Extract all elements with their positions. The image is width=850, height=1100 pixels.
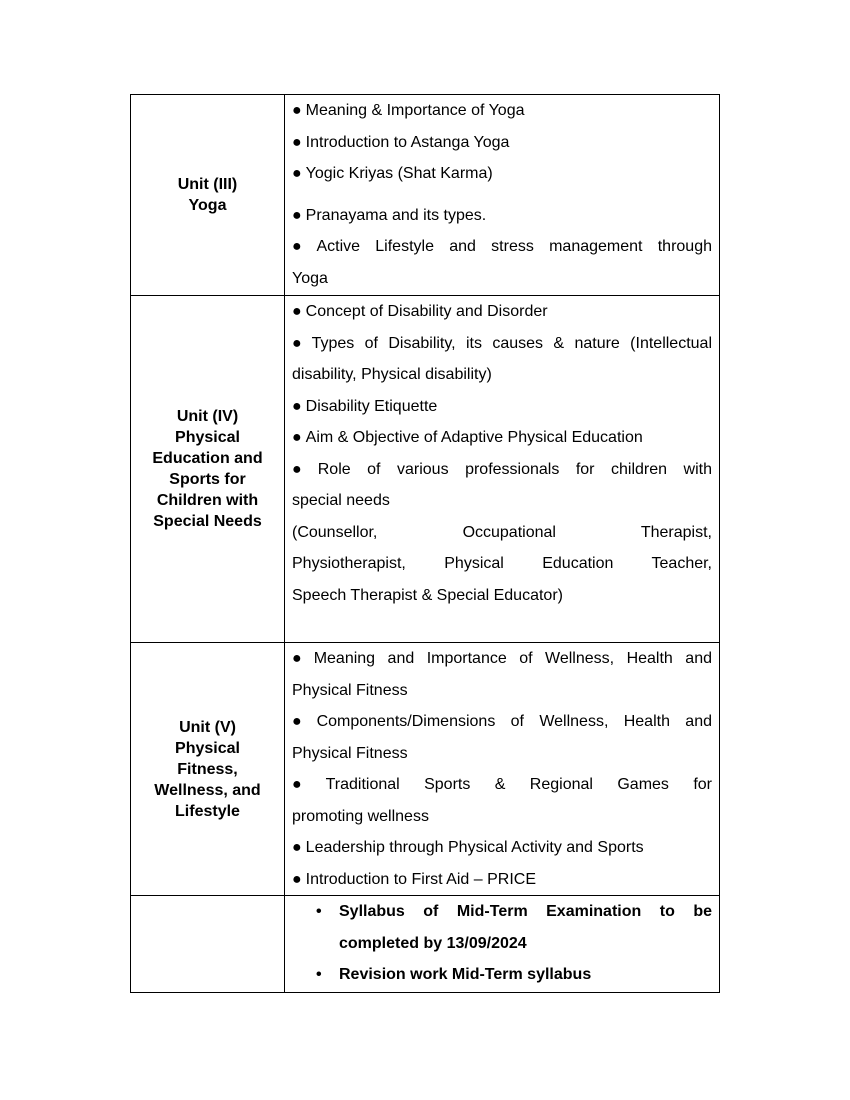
table-row-unit-5 [131, 643, 720, 896]
topic-continuation: Physical Fitness [292, 744, 408, 762]
topic-continuation: Physiotherapist, Physical Education Teacher, [292, 555, 712, 572]
topic-continuation: special needs [292, 492, 390, 509]
topic-item: ● Concept of Disability and Disorder [292, 303, 548, 320]
bullet-icon: ● [292, 133, 302, 151]
empty-cell [131, 896, 285, 993]
list-item-line: Syllabus of Mid-Term Examination to be [339, 903, 712, 920]
topic-item: ● Role of various professionals for children with [292, 460, 712, 478]
topic-item: ● Introduction to Astanga Yoga [292, 133, 510, 151]
topic-continuation: promoting wellness [292, 807, 429, 825]
topic-item: ● Leadership through Physical Activity and Sports [292, 839, 644, 856]
midterm-cell [285, 896, 720, 993]
topics-cell [285, 643, 720, 896]
unit-title-line: Unit (V) [179, 718, 236, 736]
bullet-icon: ● [292, 238, 313, 255]
topic-continuation: (Counsellor, Occupational Therapist, [292, 523, 712, 541]
bullet-icon: ● [292, 429, 302, 446]
topic-item: ● Meaning & Importance of Yoga [292, 102, 525, 119]
topic-item: ● Aim & Objective of Adaptive Physical Education [292, 429, 643, 446]
bullet-icon: ● [292, 165, 302, 182]
bullet-icon: ● [292, 650, 310, 667]
topics-cell [285, 296, 720, 643]
bullet-icon: ● [292, 870, 302, 888]
topic-continuation: Yoga [292, 269, 328, 287]
bullet-icon: • [316, 903, 322, 920]
topic-item: ● Disability Etiquette [292, 397, 438, 415]
table-row-midterm [131, 896, 720, 993]
unit-title-line: Lifestyle [175, 802, 240, 820]
list-item-line: completed by 13/09/2024 [339, 934, 527, 952]
topic-continuation: Speech Therapist & Special Educator) [292, 586, 563, 604]
list-item [316, 896, 712, 959]
unit-title-line: Yoga [188, 197, 227, 214]
unit-title-line: Unit (III) [177, 176, 238, 193]
topics-cell [285, 95, 720, 296]
unit-title-line: Wellness, and [154, 781, 261, 799]
topic-item: ● Components/Dimensions of Wellness, Health and [292, 713, 712, 730]
table-row-unit-3 [131, 95, 720, 296]
topic-item: ● Types of Disability, its causes & nature (Intellectual [292, 334, 712, 352]
topic-continuation: Physical Fitness [292, 681, 408, 699]
unit-title-line: Physical [175, 429, 240, 446]
bullet-icon: ● [292, 460, 314, 478]
list-item-line: Revision work Mid-Term syllabus [339, 966, 592, 983]
topic-item: ● Active Lifestyle and stress management through [292, 238, 712, 255]
bullet-icon: ● [292, 397, 302, 415]
topic-item: ● Introduction to First Aid – PRICE [292, 870, 536, 888]
unit-title-cell [131, 296, 285, 643]
topic-item: ● Traditional Sports & Regional Games for [292, 776, 712, 793]
bullet-icon: ● [292, 102, 302, 119]
bullet-icon: • [316, 966, 322, 983]
bullet-icon: ● [292, 839, 302, 856]
bullet-icon: ● [292, 206, 302, 224]
bullet-icon: ● [292, 776, 322, 793]
topic-continuation: disability, Physical disability) [292, 366, 492, 383]
bullet-icon: ● [292, 713, 313, 730]
table-row-unit-4 [131, 296, 720, 643]
midterm-list [292, 896, 712, 991]
bullet-icon: ● [292, 334, 308, 352]
unit-title-cell [131, 95, 285, 296]
list-item [316, 959, 712, 991]
topic-item: ● Pranayama and its types. [292, 206, 487, 224]
topic-item: ● Meaning and Importance of Wellness, Health and [292, 650, 712, 667]
unit-title-line: Unit (IV) [176, 408, 239, 425]
bullet-icon: ● [292, 303, 302, 320]
unit-title-cell [131, 643, 285, 896]
unit-title-line: Education and [152, 450, 263, 467]
syllabus-table [130, 94, 720, 993]
unit-title-line: Sports for [169, 471, 246, 488]
unit-title-line: Fitness, [177, 760, 238, 778]
topic-item: ● Yogic Kriyas (Shat Karma) [292, 165, 493, 182]
unit-title-line: Special Needs [153, 513, 262, 530]
unit-title-line: Children with [156, 492, 259, 509]
unit-title-line: Physical [175, 739, 240, 757]
